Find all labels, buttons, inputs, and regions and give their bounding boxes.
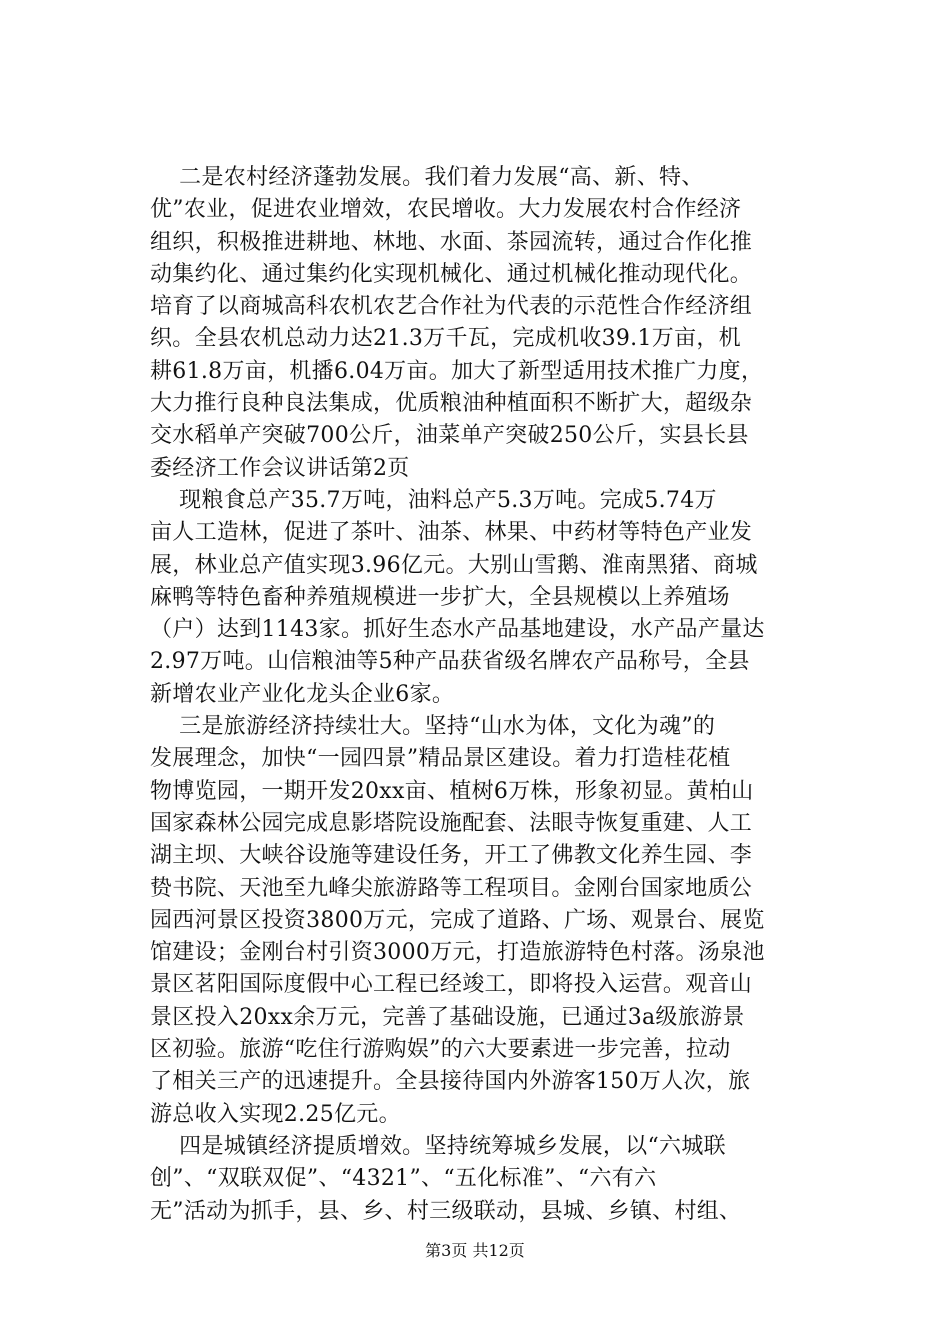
text-line: 区初验。旅游“吃住行游购娱”的六大要素进一步完善，拉动 <box>150 1037 731 1063</box>
page-number-footer: 第3页 共12页 <box>425 1241 525 1260</box>
text-line: 展，林业总产值实现3.96亿元。大别山雪鹅、淮南黑猪、商城 <box>150 552 758 578</box>
text-line: 发展理念，加快“一园四景”精品景区建设。着力打造桂花植 <box>150 746 731 772</box>
text-line: 组织，积极推进耕地、林地、水面、茶园流转，通过合作化推 <box>150 229 753 255</box>
text-line: 贽书院、天池至九峰尖旅游路等工程项目。金刚台国家地质公 <box>150 875 753 901</box>
text-line: 无”活动为抓手，县、乡、村三级联动，县城、乡镇、村组、 <box>150 1198 742 1224</box>
text-line: 游总收入实现2.25亿元。 <box>150 1101 401 1127</box>
text-line: 物博览园，一期开发20xx亩、植树6万株，形象初显。黄柏山 <box>150 778 754 804</box>
text-line: 培育了以商城高科农机农艺合作社为代表的示范性合作经济组 <box>150 294 753 320</box>
text-line: 景区茗阳国际度假中心工程已经竣工，即将投入运营。观音山 <box>150 972 753 998</box>
text-line: 优”农业，促进农业增效，农民增收。大力发展农村合作经济 <box>150 197 742 223</box>
text-line: 湖主坝、大峡谷设施等建设任务，开工了佛教文化养生园、李 <box>150 843 753 869</box>
text-line: 委经济工作会议讲话第2页 <box>150 455 410 481</box>
text-line: 2.97万吨。山信粮油等5种产品获省级名牌农产品称号，全县 <box>150 649 750 675</box>
text-line: 国家森林公园完成息影塔院设施配套、法眼寺恢复重建、人工 <box>150 810 753 836</box>
text-line: 四是城镇经济提质增效。坚持统筹城乡发展，以“六城联 <box>150 1133 726 1159</box>
text-line: 大力推行良种良法集成，优质粮油种植面积不断扩大，超级杂 <box>150 391 753 417</box>
text-line: 麻鸭等特色畜种养殖规模进一步扩大，全县规模以上养殖场 <box>150 584 730 610</box>
text-line: 织。全县农机总动力达21.3万千瓦，完成机收39.1万亩，机 <box>150 326 741 352</box>
text-line: 亩人工造林，促进了茶叶、油茶、林果、中药材等特色产业发 <box>150 520 753 546</box>
text-line: 二是农村经济蓬勃发展。我们着力发展“高、新、特、 <box>150 165 704 190</box>
text-line: 现粮食总产35.7万吨，油料总产5.3万吨。完成5.74万 <box>150 487 717 513</box>
text-line: 园西河景区投资3800万元，完成了道路、广场、观景台、展览 <box>150 907 765 933</box>
text-line: 交水稻单产突破700公斤，油菜单产突破250公斤，实县长县 <box>150 423 749 449</box>
text-line: 了相关三产的迅速提升。全县接待国内外游客150万人次，旅 <box>150 1069 751 1095</box>
text-line: （户）达到1143家。抓好生态水产品基地建设，水产品产量达 <box>150 617 765 643</box>
text-line: 耕61.8万亩，机播6.04万亩。加大了新型适用技术推广力度， <box>150 358 764 384</box>
text-line: 动集约化、通过集约化实现机械化、通过机械化推动现代化。 <box>150 261 753 287</box>
body-text <box>150 162 840 1228</box>
text-line: 创”、“双联双促”、“4321”、“五化标准”、“六有六 <box>150 1166 657 1192</box>
text-line: 景区投入20xx余万元，完善了基础设施，已通过3a级旅游景 <box>150 1004 745 1030</box>
text-line: 馆建设；金刚台村引资3000万元，打造旅游特色村落。汤泉池 <box>150 940 765 966</box>
text-line: 新增农业产业化龙头企业6家。 <box>150 681 455 707</box>
text-line: 三是旅游经济持续壮大。坚持“山水为体，文化为魂”的 <box>150 714 716 740</box>
